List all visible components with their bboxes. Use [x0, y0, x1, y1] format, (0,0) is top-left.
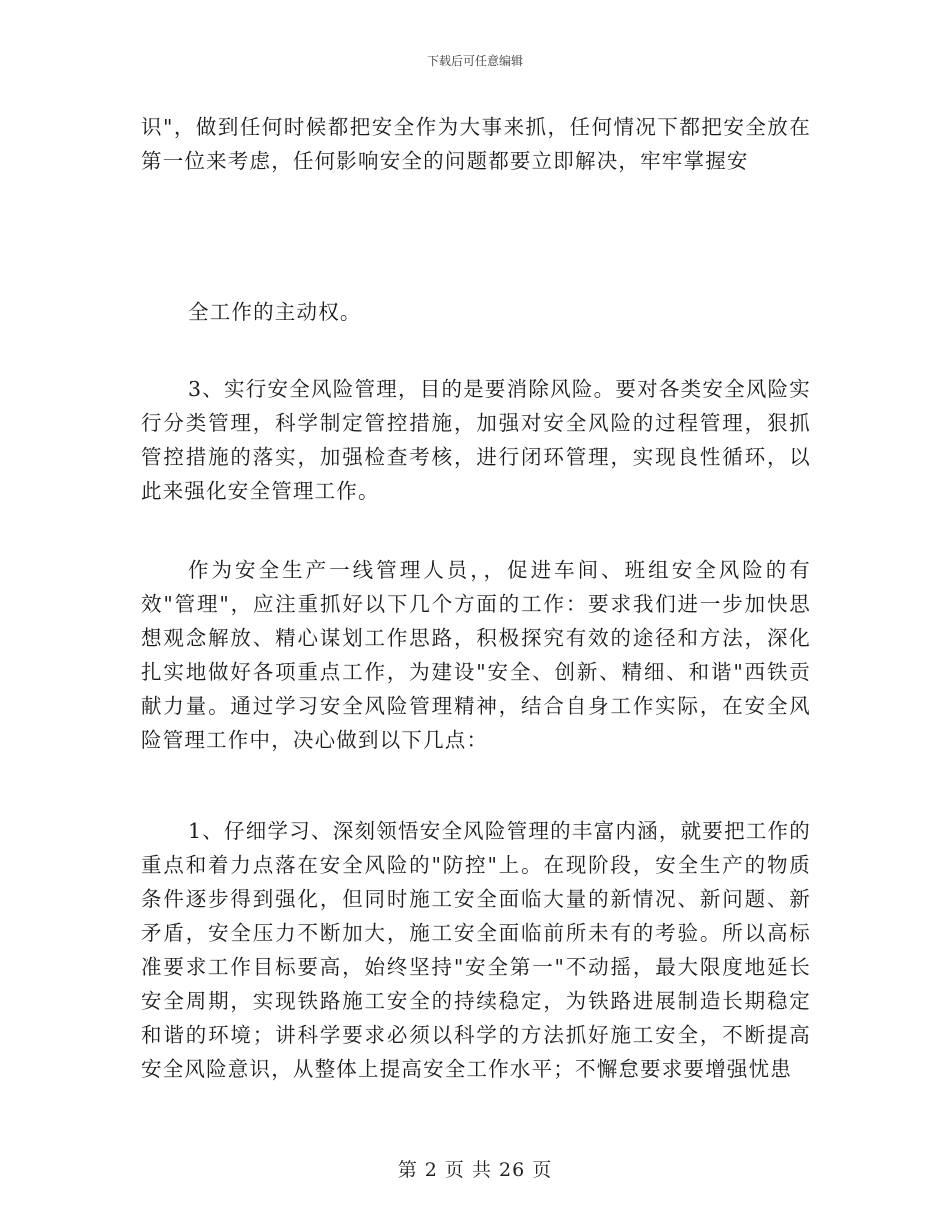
paragraph-item-1: 1、仔细学习、深刻领悟安全风险管理的丰富内涵，就要把工作的重点和着力点落在安全风险的"防控"上。在现阶段，安全生产的物质条件逐步得到强化，但同时施工安全面临大量的新情况、新问题、新矛盾，安全压力不断加大，施工安全面临前所未有的考验。所以高标准要求工作目标要高，始终坚持"安全第一"不动摇，最大限度地延长安全周期，实现铁路施工安全的持续稳定，为铁路进展制造长期稳定和谐的环境；讲科学要求必须以科学的方法抓好施工安全，不断提高安全风险意识，从整体上提高安全工作水平；不懈怠要求要增强忧患 — [141, 819, 811, 1081]
page-number-footer: 第 2 页 共 26 页 — [397, 1159, 553, 1181]
paragraph-continuation-end: 全工作的主动权。 — [188, 300, 362, 324]
paragraph-continuation: 识"，做到任何时候都把安全作为大事来抓，任何情况下都把安全放在第一位来考虑，任何影响安全的问题都要立即解决，牢牢掌握安 — [141, 115, 811, 173]
paragraph-intro: 作为安全生产一线管理人员，，促进车间、班组安全风险的有效"管理"，应注重抓好以下几个方面的工作：要求我们进一步加快思想观念解放、精心谋划工作思路，积极探究有效的途径和方法，深化扎实地做好各项重点工作，为建设"安全、创新、精细、和谐"西铁贡献力量。通过学习安全风险管理精神，结合自身工作实际，在安全风险管理工作中，决心做到以下几点： — [141, 558, 811, 752]
paragraph-item-3: 3、实行安全风险管理，目的是要消除风险。要对各类安全风险实行分类管理，科学制定管控措施，加强对安全风险的过程管理，狠抓管控措施的落实，加强检查考核，进行闭环管理，实现良性循环，以此来强化安全管理工作。 — [141, 377, 811, 503]
page-header: 下载后可任意编辑 — [426, 54, 523, 68]
